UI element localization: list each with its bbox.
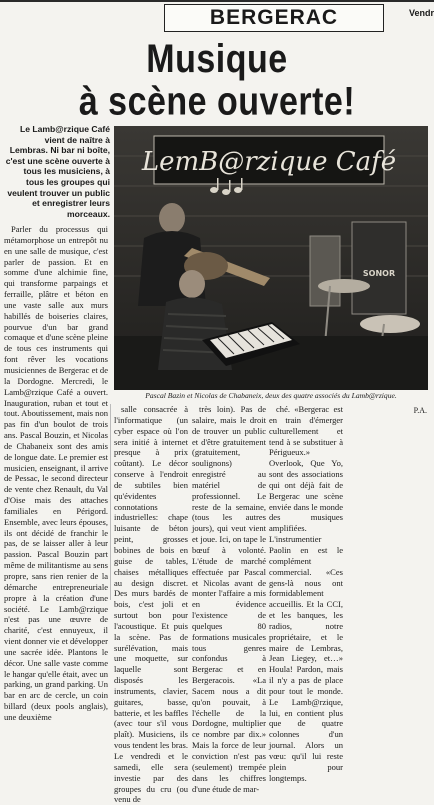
photo-sign-text: LemB@rzique Café <box>141 147 397 177</box>
top-rule <box>0 0 434 2</box>
column-3-text: très loin). Pas de salaire, mais le droit de trouver un public et d'être gratuitement (gratuitement, soulignons) enregistré au matériel de professionnel. Le reste de la semaine, (tous les autres jours), qui veut vient et joue. Ici, on tape le bœuf à volonté. L'étude de marché effectuée par Pascal et Nicolas avant de monter l'affaire a mis en évidence l'existence de quelques 80 formations musicales tous genres confondus à Bergerac et en Bergeracois. «La Sacem nous a dit qu'on pouvait, à l'échelle de la Dordogne, multiplier ce nombre par dix.» Mais la force de leur conviction n'est pas (seulement) trempée dans les chiffres d'une étude de mar- <box>192 404 266 794</box>
article-photo <box>114 126 428 390</box>
section-header <box>164 4 384 32</box>
page-edge-text: Vendr <box>408 8 434 18</box>
author-signature: P.A. <box>413 406 427 415</box>
article-column-2 <box>114 404 188 805</box>
column-4-text: ché. «Bergerac est en train d'émerger culturellement et tend à se substituer à Périgueux.» Overlook, Que Yo, sont des associations qui ont déjà fait de Bergerac une scène enviée dans le monde des musiques amplifiées. L'instrumentier Paolin en est le complément commercial. «Ces gens-là nous ont formidablement accueillis. Et la CCI, et les banques, les radios, notre propriétaire, et le maire de Lembras, Jean Liegey, et…» Houla! Pardon, mais il n'y a pas de place pour tout le monde. Le Lamb@rzique, lui, en contient plus que de quatre colonnes d'un journal. Alors un vœu: qu'il lui reste plein pour longtemps. <box>269 404 343 783</box>
column-1-text: Parler du processus qui métamorphose un entrepôt nu en une salle de musique, c'est parler de passion. Et en somme d'une alchimie fine, qui transforme parpaings et ferraille, plâtre et béton en une vaste salle aux murs habillés de boiseries claires, pourvue d'un bar grand comaque et d'une scène pleine de tous ces instruments qui font rêver les vocations musiciennes de Bergerac et de la Dordogne. Mercredi, le Lamb@rzique Café a ouvert. Inauguration, ruban et tout et tout. Aboutissement, mais non pas fin d'un boulot de trois ans. Pascal Bouzin, et Nicolas de Chabaneix sont des amis de longue date. Le premier est musicien, enseignant, il arrive de Pessac, le second directeur de vente chez Renault, du Val d'Oise mais des attaches familiales en Périgord. Ensemble, avec leurs épouses, ils ont décidé de franchir le pas, de se laisser aller à leur passion. Pascal Bouzin part même de militantisme au sens propre, sans rien renier de la démarche entrepreneuriale propre à la création d'une société. Le Lamb@rzique n'est pas une œuvre de charité, c'est ennuyeux, il vient donner vie et développer une sacrée idée. Plantons le décor. Une salle vaste comme le hangar qu'elle était, avec un parking, un grand parking. Un bar en arc de cercle, un coin billard (deux pools anglais), une deuxième <box>4 224 108 722</box>
column-divider <box>110 404 111 600</box>
headline-line-1: Musique <box>146 36 288 82</box>
lede: Le Lamb@rzique Café vient de naître à Lembras. Ni bar ni boîte, c'est une scène ouverte à tous les musiciens, à tous les groupes qui veulent trouver un public et enregistrer leurs morceaux. <box>5 124 110 219</box>
article-column-4 <box>269 404 343 784</box>
headline-line-2: à scène ouverte! <box>78 79 356 125</box>
column-2-text: salle consacrée à l'informatique (un cyber espace où l'on sera initié à internet presque à prix coûtant). Le décor conserve à l'endroit de subtiles bien qu'évidentes connotations industrielles: chape luisante de béton peint, grosses bobines de bois en guise de tables, chaises métalliques au design discret. Des murs bardés de bois, c'est joli et surtout bon pour l'acoustique. Et puis la scène. Pas de surélévation, mais une moquette, sur laquelle sont disposés les instruments, clavier, guitares, basse, batterie, et les baffles (avec tour s'il vous plaît). Musiciens, ils vous tendent les bras. Le vendredi et le samedi, elle sera investie par des groupes du cru (ou venu de <box>114 404 188 805</box>
article-column-5 <box>347 404 427 417</box>
photo-illustration <box>114 126 428 390</box>
article-column-1 <box>4 224 108 723</box>
section-title: BERGERAC <box>209 6 339 29</box>
photo-caption: Pascal Bazin et Nicolas de Chabaneix, deux des quatre associés du Lamb@rzique. <box>145 391 397 400</box>
article-column-3 <box>192 404 266 794</box>
headline <box>8 38 426 123</box>
amp-brand-text: SONOR <box>362 269 396 278</box>
